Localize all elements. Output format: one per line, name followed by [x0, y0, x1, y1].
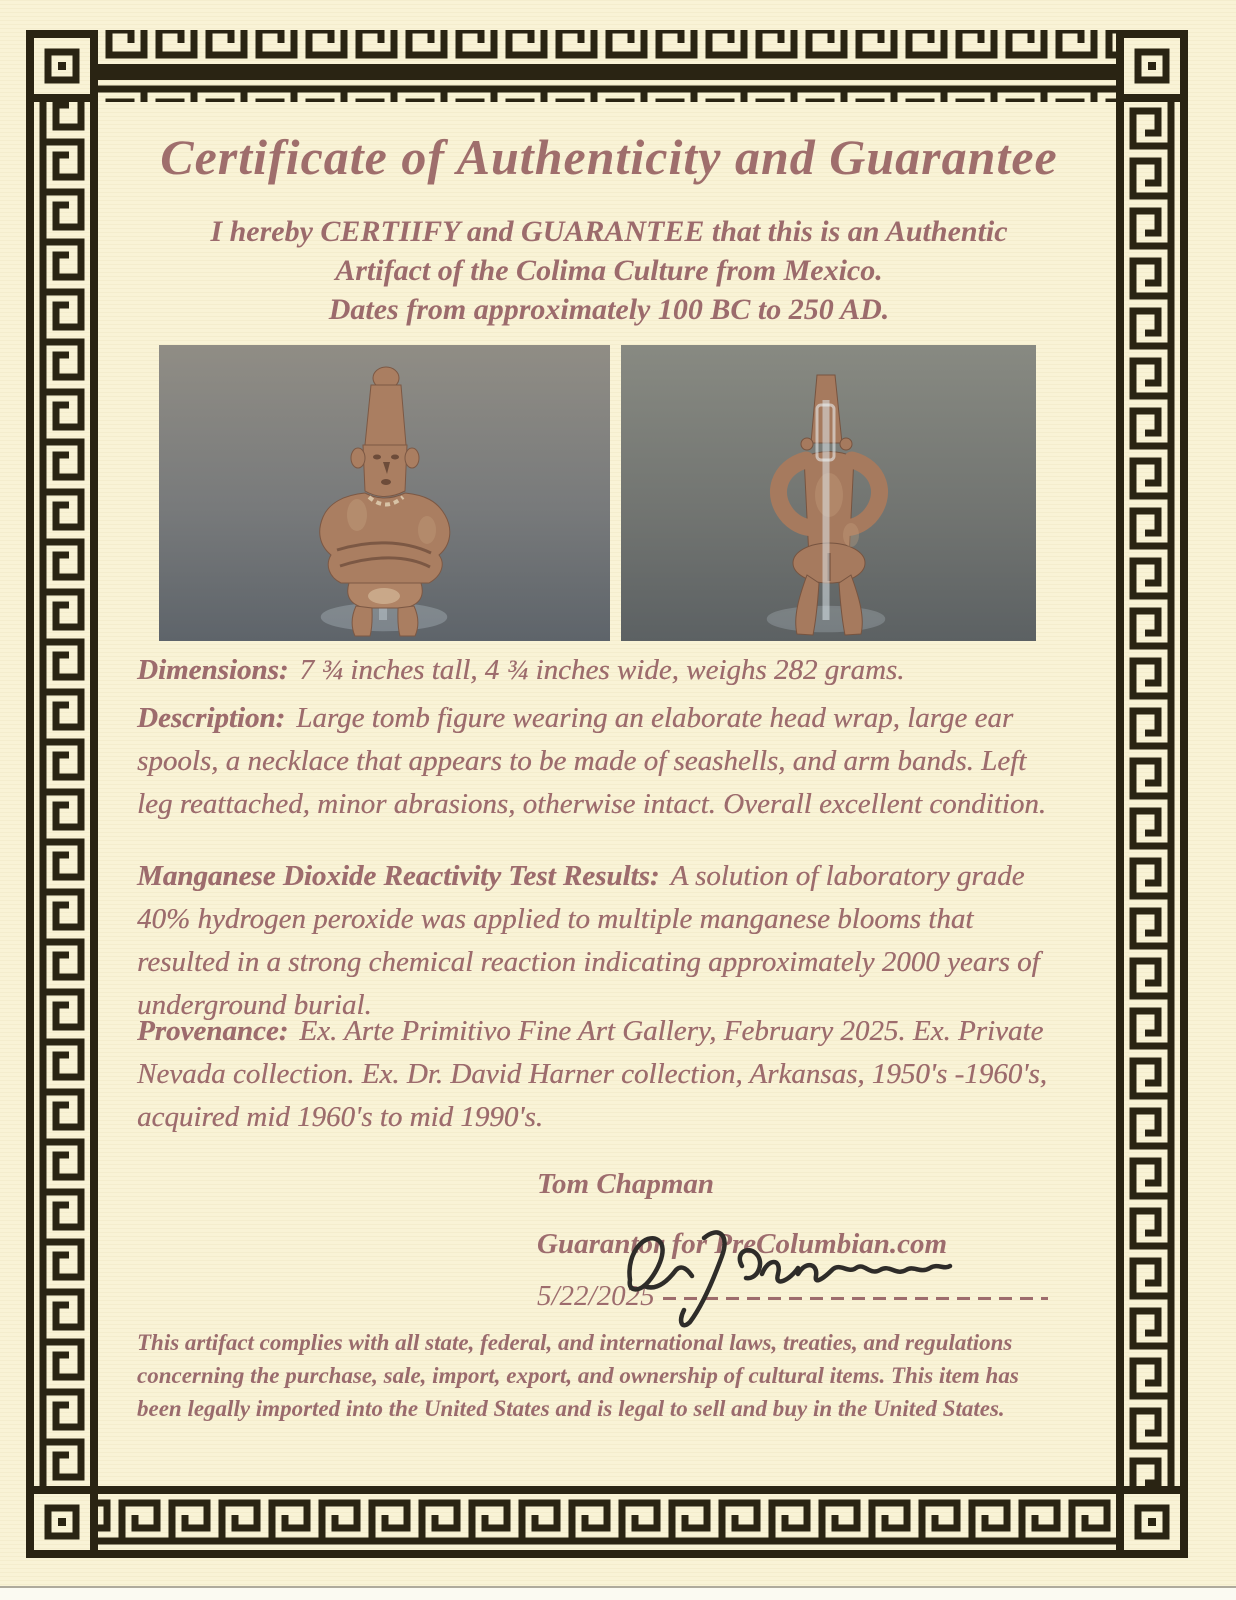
section-test-results	[137, 855, 1057, 1027]
section-provenance-label: Provenance:	[137, 1015, 289, 1047]
certification-statement	[100, 212, 1118, 329]
section-test-results-text: A solution of laboratory grade 40% hydrogen peroxide was applied to multiple manganese blooms that resulted in a strong chemical reaction indicating approximately 2000 years of underground burial.	[137, 860, 1040, 1021]
legal-disclaimer-line: concerning the purchase, sale, import, export, and ownership of cultural items. This item has	[137, 1363, 1019, 1388]
artifact-front-illustration	[159, 345, 610, 641]
section-test-results-label: Manganese Dioxide Reactivity Test Results:	[137, 860, 660, 892]
certificate-title: Certificate of Authenticity and Guarantee	[160, 129, 1058, 185]
section-provenance-text: Ex. Arte Primitivo Fine Art Gallery, February 2025. Ex. Private Nevada collection. Ex. Dr. David Harner collection, Arkansas, 1950's -1960's, acquired mid 1960's to mid 1990's.	[137, 1015, 1047, 1133]
handwritten-signature	[618, 1218, 958, 1333]
certification-line: I hereby CERTIIFY and GUARANTEE that this is an Authentic	[210, 215, 1008, 248]
artifact-photo-front	[159, 345, 610, 641]
section-description-text: Large tomb figure wearing an elaborate head wrap, large ear spools, a necklace that appears to be made of seashells, and arm bands. Left leg reattached, minor abrasions, otherwise intact. Overall excellent condition.	[137, 702, 1047, 820]
section-dimensions	[137, 649, 1057, 692]
artifact-photo-back	[621, 345, 1036, 641]
section-dimensions-label: Dimensions:	[137, 654, 289, 686]
guarantor-name: Tom Chapman	[537, 1168, 715, 1200]
certification-line: Artifact of the Colima Culture from Mexico.	[335, 254, 883, 287]
section-description-label: Description:	[137, 702, 286, 734]
legal-disclaimer-line: This artifact complies with all state, federal, and international laws, treaties, and regulations	[137, 1330, 1013, 1355]
certification-line: Dates from approximately 100 BC to 250 AD.	[328, 293, 890, 326]
signature-date: 5/22/2025	[537, 1280, 655, 1312]
legal-disclaimer	[137, 1326, 1147, 1425]
guarantor-role: Guarantor for PreColumbian.com	[537, 1228, 948, 1260]
legal-disclaimer-line: been legally imported into the United States and is legal to sell and buy in the United States.	[137, 1396, 1005, 1421]
section-provenance	[137, 1010, 1057, 1139]
section-description	[137, 697, 1057, 826]
scan-edge-margin	[0, 1588, 1236, 1600]
artifact-back-illustration	[621, 345, 1036, 641]
section-dimensions-text: 7 ¾ inches tall, 4 ¾ inches wide, weighs 282 grams.	[299, 654, 905, 686]
